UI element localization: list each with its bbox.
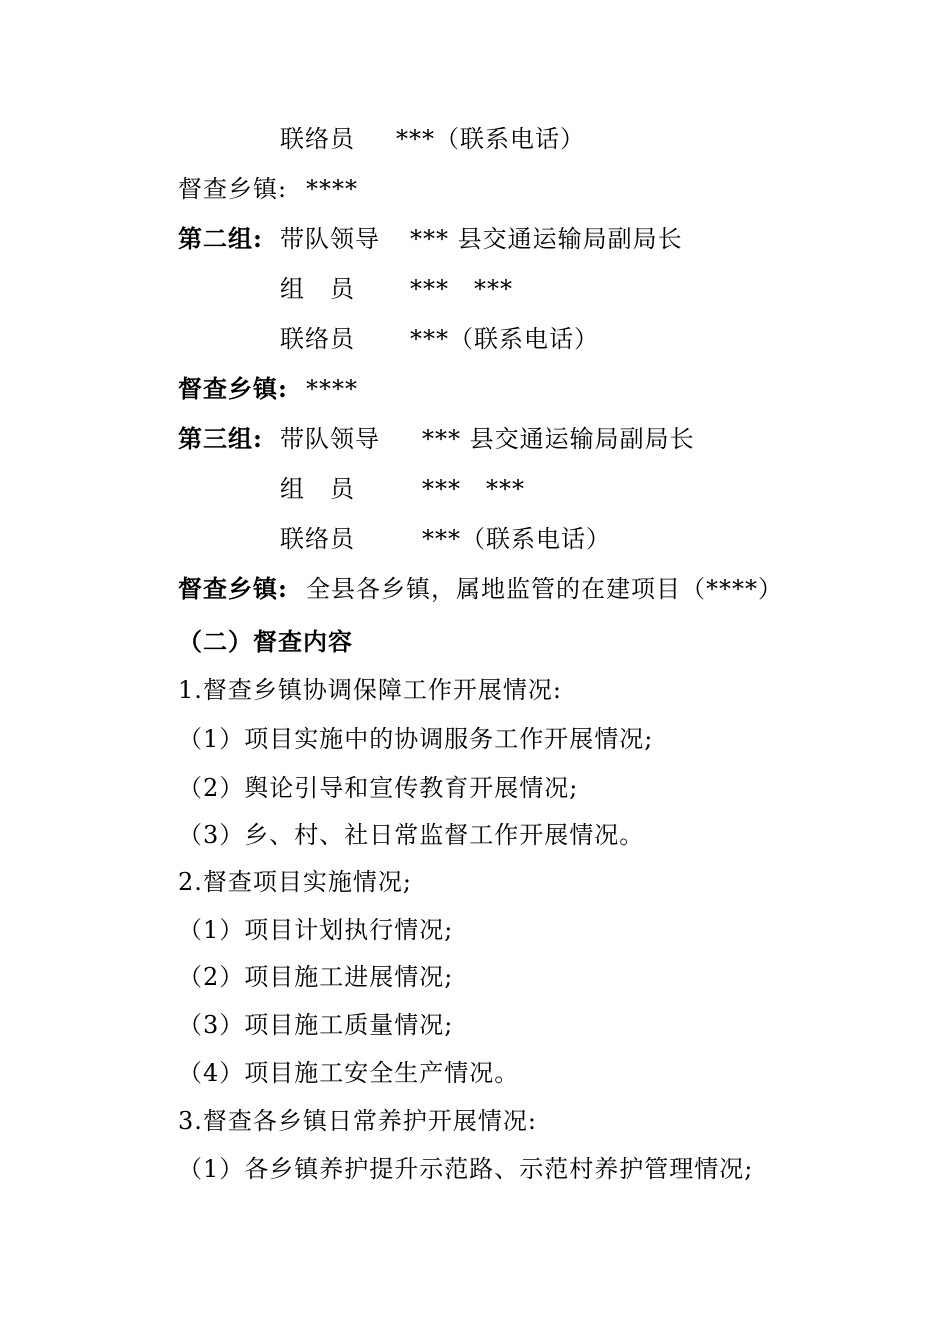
group1-liaison-value: ***（联系电话） xyxy=(396,125,585,153)
group3-title: 第三组: xyxy=(178,424,263,453)
group2-liaison-label: 联络员 xyxy=(280,325,355,353)
group3-members-value: *** *** xyxy=(422,475,525,503)
group2-inspect-value: **** xyxy=(306,375,358,403)
group2-members-value: *** *** xyxy=(410,275,513,303)
group3-inspect-label: 督查乡镇: xyxy=(178,574,288,603)
content-item: （1）项目计划执行情况; xyxy=(178,916,454,944)
content-item: （2）舆论引导和宣传教育开展情况; xyxy=(178,774,579,802)
content-item: 3.督查各乡镇日常养护开展情况: xyxy=(178,1107,537,1135)
group3-inspect-value: 全县各乡镇，属地监管的在建项目（****） xyxy=(306,575,783,603)
group3-liaison-value: ***（联系电话） xyxy=(422,525,611,553)
group2-inspect-label: 督查乡镇: xyxy=(178,374,288,403)
group2-leader-value: *** 县交通运输局副局长 xyxy=(410,225,683,253)
group1-inspect-value: **** xyxy=(306,175,358,203)
group3-leader-value: *** 县交通运输局副局长 xyxy=(422,425,695,453)
content-item: （1）各乡镇养护提升示范路、示范村养护管理情况; xyxy=(178,1155,754,1183)
group3-leader-label: 带队领导 xyxy=(280,425,380,453)
group3-members-label: 组 员 xyxy=(280,475,355,503)
group2-members-label: 组 员 xyxy=(280,275,355,303)
content-item: （3）项目施工质量情况; xyxy=(178,1011,454,1039)
group1-inspect-label: 督查乡镇: xyxy=(178,175,288,203)
content-item: （4）项目施工安全生产情况。 xyxy=(178,1059,520,1087)
group2-leader-label: 带队领导 xyxy=(280,225,380,253)
group3-liaison-label: 联络员 xyxy=(280,525,355,553)
content-item: （3）乡、村、社日常监督工作开展情况。 xyxy=(178,821,645,849)
group1-liaison-label: 联络员 xyxy=(280,125,355,153)
content-item: （1）项目实施中的协调服务工作开展情况; xyxy=(178,725,654,753)
content-item: 2.督查项目实施情况; xyxy=(178,868,412,896)
group2-liaison-value: ***（联系电话） xyxy=(410,325,599,353)
content-item: 1.督查乡镇协调保障工作开展情况: xyxy=(178,676,562,704)
content-item: （2）项目施工进展情况; xyxy=(178,963,454,991)
section-heading: （二）督查内容 xyxy=(178,627,353,656)
group2-title: 第二组: xyxy=(178,224,263,253)
